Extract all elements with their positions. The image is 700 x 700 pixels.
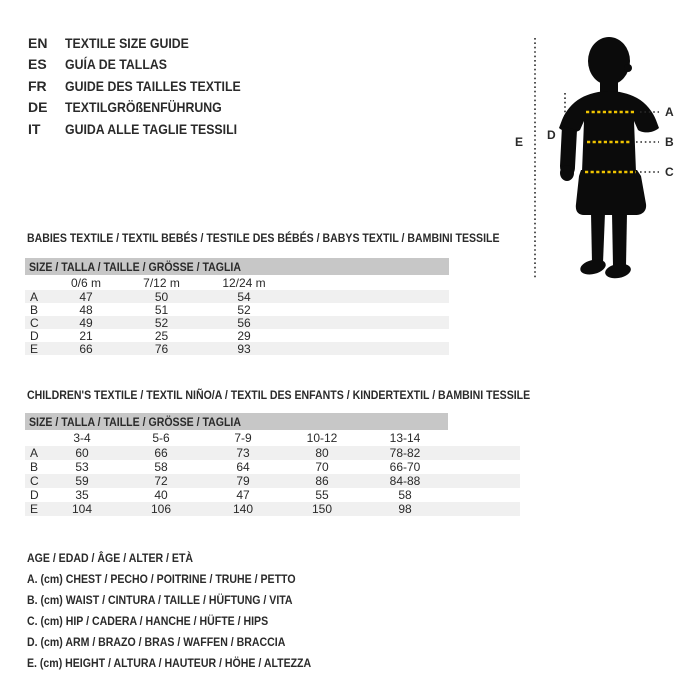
language-row-it: [28, 118, 265, 140]
value-cell: 51: [154, 303, 169, 317]
language-row-es: [28, 54, 265, 76]
value-cell: 140: [232, 502, 254, 516]
value-cell: 50: [154, 290, 169, 304]
legend-item-hip: [27, 611, 350, 632]
value-cell: 78-82: [389, 446, 421, 460]
table-row-c: [25, 316, 449, 329]
value-cell: 104: [71, 502, 93, 516]
language-title: [65, 99, 243, 115]
value-cell: 66: [154, 446, 168, 460]
value-cell: 106: [150, 502, 172, 516]
value-cell: 73: [236, 446, 250, 460]
column-header: 7/12 m: [143, 276, 180, 290]
value-cell: 84-88: [389, 474, 421, 488]
table-row-e: [25, 342, 449, 355]
value-cell: 86: [315, 474, 329, 488]
language-title-text: TEXTILGRÖßENFÜHRUNG: [65, 99, 222, 116]
language-code: IT: [28, 120, 41, 137]
babies-size-header-bar: [25, 258, 449, 275]
marker-label-a: A: [665, 105, 674, 119]
legend-item-text: C. (cm) HIP / CADERA / HANCHE / HÜFTE / HIPS: [27, 614, 269, 628]
value-cell: 80: [315, 446, 329, 460]
value-cell: 79: [236, 474, 250, 488]
legend-item-arm: [27, 632, 350, 653]
column-header: 7-9: [234, 431, 252, 445]
legend-item-waist: [27, 590, 350, 611]
language-title-text: TEXTILE SIZE GUIDE: [65, 34, 189, 51]
row-label: A: [30, 446, 39, 460]
value-cell: 35: [75, 488, 89, 502]
language-title-text: GUÍA DE TALLAS: [65, 56, 167, 73]
babies-column-header-row: [25, 276, 449, 290]
marker-label-e: E: [515, 135, 524, 149]
children-section-title: [27, 388, 599, 402]
child-silhouette: [559, 37, 659, 280]
value-cell: 76: [154, 342, 169, 356]
row-label: A: [30, 290, 39, 304]
babies-size-header-text: SIZE / TALLA / TAILLE / GRÖSSE / TAGLIA: [29, 259, 241, 274]
row-label: D: [30, 488, 39, 502]
language-title: [65, 35, 206, 51]
language-title-text: GUIDE DES TAILLES TEXTILE: [65, 77, 241, 94]
table-row-a: [25, 290, 449, 303]
value-cell: 25: [154, 329, 169, 343]
children-column-header-row: [25, 430, 520, 446]
language-row-en: [28, 32, 265, 54]
language-title: [65, 56, 181, 72]
table-row-b: [25, 303, 449, 316]
table-row-e: [25, 502, 520, 516]
value-cell: 64: [236, 460, 250, 474]
children-size-header-bar: [25, 413, 448, 430]
legend-item-text: B. (cm) WAIST / CINTURA / TAILLE / HÜFTUNG / VITA: [27, 593, 293, 607]
table-row-a: [25, 446, 520, 460]
value-cell: 48: [79, 303, 93, 317]
column-header: 10-12: [306, 431, 338, 445]
value-cell: 60: [75, 446, 89, 460]
column-header: 3-4: [73, 431, 91, 445]
legend-item-text: A. (cm) CHEST / PECHO / POITRINE / TRUHE / PETTO: [27, 572, 296, 586]
value-cell: 56: [237, 316, 251, 330]
language-code: FR: [28, 77, 47, 94]
language-code: EN: [28, 34, 48, 51]
value-cell: 29: [237, 329, 251, 343]
language-title: [65, 78, 265, 94]
legend-item-text: D. (cm) ARM / BRAZO / BRAS / WAFFEN / BRACCIA: [27, 635, 286, 649]
table-row-c: [25, 474, 520, 488]
value-cell: 53: [75, 460, 89, 474]
value-cell: 66-70: [389, 460, 421, 474]
row-label: D: [30, 329, 39, 343]
babies-section-title: [27, 231, 564, 245]
language-code: ES: [28, 56, 47, 73]
value-cell: 66: [79, 342, 93, 356]
table-row-d: [25, 488, 520, 502]
language-row-fr: [28, 75, 265, 97]
marker-label-c: C: [665, 165, 674, 179]
babies-section-title-text: BABIES TEXTILE / TEXTIL BEBÉS / TESTILE DES BÉBÉS / BABYS TEXTIL / BAMBINI TESSILE: [27, 231, 500, 245]
language-row-de: [28, 97, 265, 119]
children-section-title-text: CHILDREN'S TEXTILE / TEXTIL NIÑO/A / TEXTIL DES ENFANTS / KINDERTEXTIL / BAMBINI TESSILE: [27, 388, 531, 402]
legend-age-line: [27, 548, 350, 569]
value-cell: 93: [237, 342, 251, 356]
row-label: C: [30, 474, 39, 488]
measurement-legend: [27, 548, 350, 674]
language-code: DE: [28, 99, 48, 116]
value-cell: 59: [75, 474, 89, 488]
value-cell: 58: [154, 460, 168, 474]
language-title-text: GUIDA ALLE TAGLIE TESSILI: [65, 120, 238, 137]
value-cell: 52: [237, 303, 251, 317]
value-cell: 98: [398, 502, 412, 516]
children-size-header-text: SIZE / TALLA / TAILLE / GRÖSSE / TAGLIA: [29, 414, 241, 429]
value-cell: 70: [315, 460, 329, 474]
babies-table: [25, 276, 449, 355]
value-cell: 55: [315, 488, 329, 502]
row-label: B: [30, 460, 39, 474]
value-cell: 58: [398, 488, 412, 502]
marker-label-b: B: [665, 135, 674, 149]
legend-item-chest: [27, 569, 350, 590]
children-table: [25, 430, 520, 516]
legend-item-text: E. (cm) HEIGHT / ALTURA / HAUTEUR / HÖHE / ALTEZZA: [27, 656, 312, 670]
language-header: [28, 32, 265, 140]
column-header: 5-6: [152, 431, 170, 445]
language-title: [65, 121, 260, 137]
row-label: E: [30, 342, 39, 356]
value-cell: 21: [79, 329, 93, 343]
legend-age-text: AGE / EDAD / ÂGE / ALTER / ETÀ: [27, 551, 194, 565]
row-label: C: [30, 316, 39, 330]
column-header: 0/6 m: [70, 276, 101, 290]
value-cell: 54: [237, 290, 251, 304]
value-cell: 72: [154, 474, 168, 488]
row-label: B: [30, 303, 39, 317]
row-label: E: [30, 502, 39, 516]
table-row-b: [25, 460, 520, 474]
column-header: 12/24 m: [222, 276, 266, 290]
legend-item-height: [27, 653, 350, 674]
value-cell: 150: [311, 502, 333, 516]
value-cell: 52: [154, 316, 169, 330]
value-cell: 40: [154, 488, 168, 502]
value-cell: 47: [236, 488, 250, 502]
value-cell: 49: [79, 316, 93, 330]
marker-label-d: D: [547, 128, 556, 142]
table-row-d: [25, 329, 449, 342]
column-header: 13-14: [389, 431, 421, 445]
value-cell: 47: [79, 290, 93, 304]
